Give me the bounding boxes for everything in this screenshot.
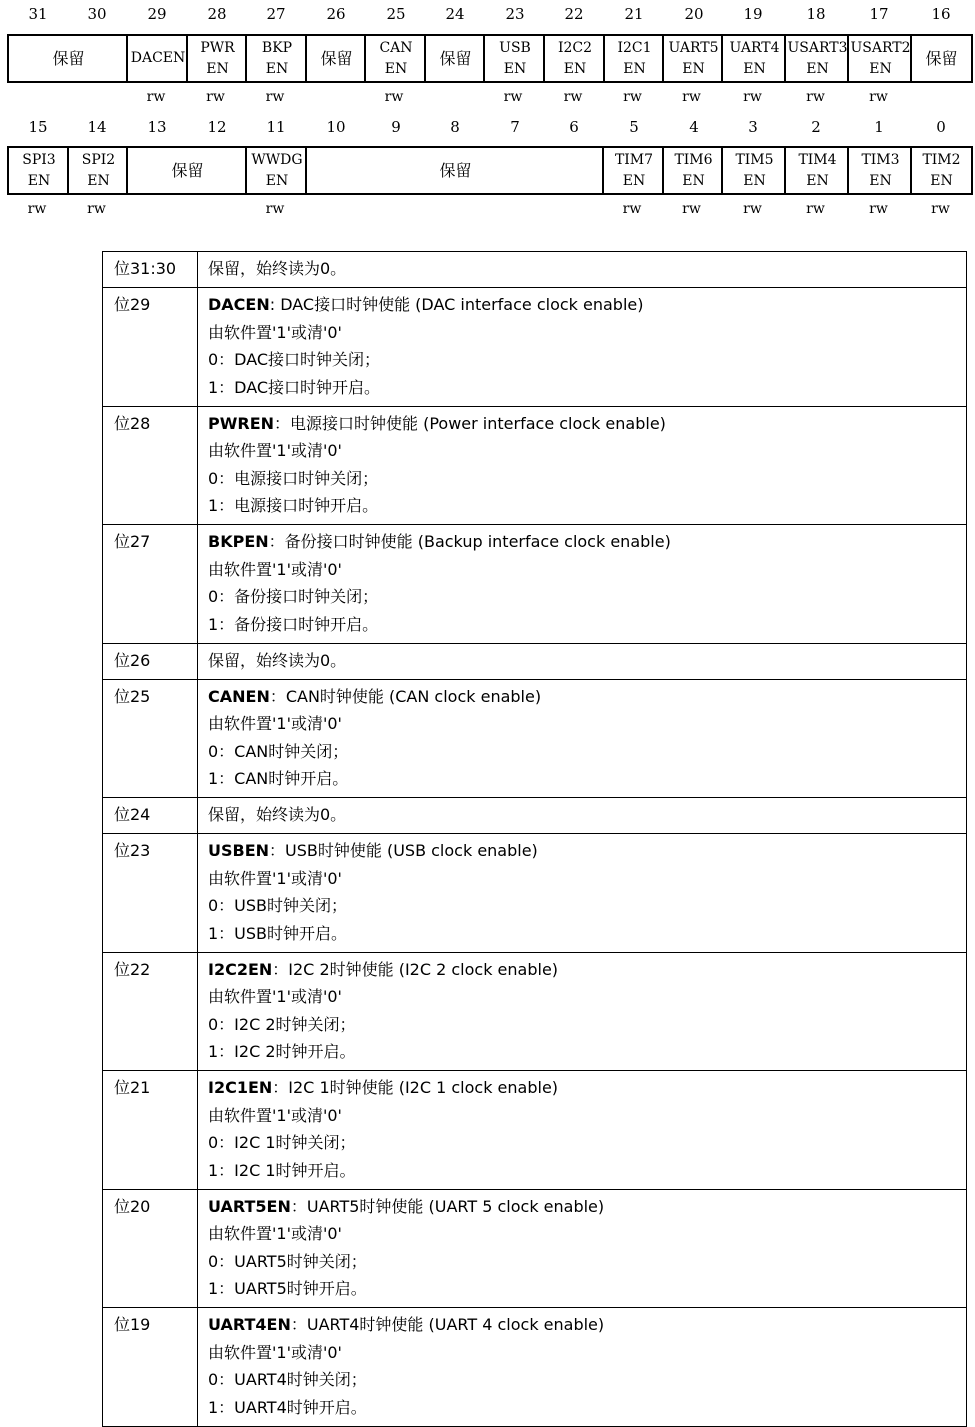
description-text: 1：UART5时钟开启。 bbox=[208, 1279, 367, 1298]
field-name: UART4 bbox=[729, 39, 780, 56]
description-text: 保留，始终读为0。 bbox=[208, 805, 347, 824]
access-type: rw bbox=[265, 89, 285, 105]
description-line bbox=[208, 1130, 966, 1158]
description-line bbox=[208, 612, 966, 643]
bit-number: 17 bbox=[869, 5, 889, 23]
description-line bbox=[208, 292, 966, 320]
bit-number: 19 bbox=[743, 5, 763, 23]
register-field bbox=[721, 34, 786, 83]
description-text: 1：UART4时钟开启。 bbox=[208, 1397, 367, 1417]
register-field bbox=[126, 146, 247, 195]
description-text: 由软件置'1'或清'0' bbox=[208, 714, 342, 733]
register-high-row bbox=[7, 34, 971, 83]
bit-label: 位22 bbox=[114, 959, 151, 979]
bit-number: 25 bbox=[386, 5, 406, 23]
table-row bbox=[103, 1071, 967, 1190]
description-text: : DAC接口时钟使能 (DAC interface clock enable) bbox=[269, 295, 644, 314]
access-type: rw bbox=[869, 201, 888, 217]
description-line bbox=[208, 557, 966, 585]
high-access-row bbox=[7, 89, 971, 109]
description-text: ：电源接口时钟使能 (Power interface clock enable) bbox=[274, 413, 666, 433]
table-row bbox=[103, 952, 967, 1071]
field-suffix: EN bbox=[384, 60, 408, 77]
register-field bbox=[662, 34, 723, 83]
register-field bbox=[847, 34, 912, 83]
bit-description bbox=[198, 798, 967, 834]
description-line bbox=[208, 1075, 966, 1103]
bit-description bbox=[198, 406, 967, 525]
access-type: rw bbox=[265, 201, 285, 217]
bit-label: 位29 bbox=[114, 295, 151, 314]
description-text: 0：UART4时钟关闭； bbox=[208, 1370, 367, 1389]
bit-number: 2 bbox=[811, 118, 821, 136]
field-suffix: EN bbox=[743, 172, 766, 189]
access-type: rw bbox=[146, 89, 166, 105]
description-text: 由软件置'1'或清'0' bbox=[208, 1342, 342, 1362]
bit-position bbox=[103, 798, 198, 834]
bit-position bbox=[103, 679, 198, 798]
description-text: 由软件置'1'或清'0' bbox=[208, 322, 342, 342]
bit-label: 位26 bbox=[114, 650, 151, 670]
description-text: 1：CAN时钟开启。 bbox=[208, 769, 349, 788]
bit-position bbox=[103, 1189, 198, 1308]
field-name-bold: UART5EN bbox=[208, 1196, 291, 1216]
description-text: 0：CAN时钟关闭； bbox=[208, 741, 349, 761]
low-access-row bbox=[7, 201, 971, 221]
high-bit-numbers bbox=[7, 5, 971, 25]
bit-number: 0 bbox=[936, 118, 946, 136]
field-name: SPI3 bbox=[22, 151, 56, 168]
description-text: 由软件置'1'或清'0' bbox=[208, 559, 342, 579]
description-text: ：UART4时钟使能 (UART 4 clock enable) bbox=[290, 1315, 605, 1334]
access-type: rw bbox=[682, 201, 701, 217]
field-name: TIM2 bbox=[922, 151, 961, 168]
field-name: CAN bbox=[379, 39, 413, 56]
description-text: 由软件置'1'或清'0' bbox=[208, 1105, 342, 1125]
register-field bbox=[305, 146, 604, 195]
bit-number: 20 bbox=[684, 5, 704, 23]
description-text: ：I2C 1时钟使能 (I2C 1 clock enable) bbox=[272, 1078, 559, 1097]
register-field bbox=[784, 146, 849, 195]
bit-number: 14 bbox=[87, 118, 107, 136]
field-name: I2C1 bbox=[617, 39, 652, 56]
description-line bbox=[208, 1395, 966, 1426]
register-field bbox=[847, 146, 912, 195]
bit-number: 4 bbox=[689, 118, 699, 136]
description-text: 0：UART5时钟关闭； bbox=[208, 1251, 367, 1271]
field-name-bold: DACEN bbox=[208, 295, 270, 314]
bit-description bbox=[198, 288, 967, 407]
bit-number: 8 bbox=[450, 118, 460, 136]
field-suffix: EN bbox=[503, 60, 527, 77]
field-suffix: EN bbox=[869, 60, 892, 77]
description-line bbox=[208, 1340, 966, 1368]
bit-label: 位27 bbox=[114, 532, 151, 551]
register-low-row bbox=[7, 146, 971, 195]
field-name: PWR bbox=[200, 39, 235, 56]
register-field bbox=[603, 34, 664, 83]
register-field bbox=[910, 146, 973, 195]
field-name: TIM6 bbox=[674, 151, 713, 168]
bit-description bbox=[198, 1071, 967, 1190]
bit-number: 27 bbox=[266, 5, 286, 23]
register-field bbox=[784, 34, 849, 83]
description-line bbox=[208, 684, 966, 712]
field-name-bold: UART4EN bbox=[208, 1315, 291, 1334]
description-line bbox=[208, 466, 966, 494]
access-type: rw bbox=[682, 89, 701, 105]
register-field bbox=[126, 34, 188, 83]
description-line bbox=[208, 1221, 966, 1249]
bit-number: 16 bbox=[931, 5, 951, 23]
description-line bbox=[208, 893, 966, 921]
register-field bbox=[602, 146, 664, 195]
bit-number: 3 bbox=[748, 118, 758, 136]
field-name: SPI2 bbox=[81, 151, 116, 168]
description-line bbox=[208, 1039, 966, 1070]
field-suffix: EN bbox=[622, 172, 646, 189]
field-name: 保留 bbox=[52, 49, 85, 68]
access-type: rw bbox=[806, 201, 825, 217]
register-field bbox=[7, 34, 128, 83]
bit-number: 13 bbox=[147, 118, 167, 136]
field-suffix: EN bbox=[206, 60, 229, 77]
description-text: 0：USB时钟关闭； bbox=[208, 896, 348, 915]
register-field bbox=[305, 34, 366, 83]
field-name: WWDG bbox=[251, 151, 303, 168]
bit-position bbox=[103, 252, 198, 288]
field-name: USART2 bbox=[850, 39, 911, 56]
register-field bbox=[483, 34, 545, 83]
field-suffix: EN bbox=[806, 60, 829, 77]
table-row bbox=[103, 679, 967, 798]
field-name: 保留 bbox=[439, 161, 472, 180]
bit-label: 位31:30 bbox=[114, 259, 177, 278]
bit-number: 6 bbox=[569, 118, 579, 136]
access-type: rw bbox=[743, 89, 762, 105]
bit-description bbox=[198, 1189, 967, 1308]
field-name-bold: I2C1EN bbox=[208, 1078, 273, 1097]
description-text: 1：DAC接口时钟开启。 bbox=[208, 377, 381, 397]
table-row bbox=[103, 406, 967, 525]
register-field bbox=[543, 34, 605, 83]
description-line bbox=[208, 529, 966, 557]
bit-number: 29 bbox=[147, 5, 167, 23]
description-text: 保留，始终读为0。 bbox=[208, 259, 347, 278]
bit-description bbox=[198, 252, 967, 288]
table-row bbox=[103, 1308, 967, 1427]
field-name: 保留 bbox=[320, 49, 353, 68]
description-line bbox=[208, 256, 966, 287]
field-name-bold: I2C2EN bbox=[208, 959, 273, 979]
description-line bbox=[208, 1158, 966, 1189]
bit-number: 30 bbox=[87, 5, 107, 23]
bit-label: 位28 bbox=[114, 413, 151, 433]
description-line bbox=[208, 584, 966, 612]
description-text: 保留，始终读为0。 bbox=[208, 650, 347, 670]
bit-position bbox=[103, 1308, 198, 1427]
bit-number: 10 bbox=[326, 118, 346, 136]
description-line bbox=[208, 766, 966, 797]
register-field bbox=[7, 146, 69, 195]
description-line bbox=[208, 838, 966, 866]
bit-number: 5 bbox=[629, 118, 639, 136]
description-line bbox=[208, 711, 966, 739]
field-name: UART5 bbox=[668, 39, 719, 56]
description-text: ：UART5时钟使能 (UART 5 clock enable) bbox=[290, 1196, 605, 1216]
access-type: rw bbox=[503, 89, 523, 105]
field-suffix: EN bbox=[563, 60, 587, 77]
description-line bbox=[208, 375, 966, 406]
description-line bbox=[208, 802, 966, 833]
bit-position bbox=[103, 525, 198, 644]
access-type: rw bbox=[806, 89, 825, 105]
table-row bbox=[103, 252, 967, 288]
bit-label: 位20 bbox=[114, 1196, 151, 1216]
bit-description bbox=[198, 643, 967, 679]
bit-description bbox=[198, 834, 967, 953]
bit-description bbox=[198, 525, 967, 644]
description-line bbox=[208, 1276, 966, 1307]
bit-position bbox=[103, 1071, 198, 1190]
description-line bbox=[208, 957, 966, 985]
bit-position bbox=[103, 643, 198, 679]
low-bit-numbers bbox=[7, 118, 971, 138]
description-line bbox=[208, 320, 966, 348]
field-name-bold: BKPEN bbox=[208, 532, 269, 551]
field-suffix: EN bbox=[806, 172, 829, 189]
field-suffix: EN bbox=[682, 172, 705, 189]
bit-number: 12 bbox=[207, 118, 227, 136]
table-row bbox=[103, 288, 967, 407]
register-field bbox=[721, 146, 786, 195]
description-text: 0：DAC接口时钟关闭； bbox=[208, 350, 381, 369]
description-text: 由软件置'1'或清'0' bbox=[208, 441, 342, 460]
description-line bbox=[208, 1012, 966, 1040]
table-row bbox=[103, 798, 967, 834]
field-name-bold: USBEN bbox=[208, 841, 270, 860]
access-type: rw bbox=[27, 201, 47, 217]
field-name: TIM5 bbox=[735, 151, 774, 168]
bit-number: 24 bbox=[445, 5, 465, 23]
field-suffix: EN bbox=[869, 172, 892, 189]
bit-position bbox=[103, 288, 198, 407]
field-name: TIM3 bbox=[861, 151, 900, 168]
description-text: 1：I2C 2时钟开启。 bbox=[208, 1042, 356, 1061]
bit-description-table bbox=[102, 251, 967, 1427]
field-name-bold: CANEN bbox=[208, 686, 270, 706]
bit-number: 28 bbox=[207, 5, 227, 23]
register-field bbox=[186, 34, 247, 83]
field-suffix: EN bbox=[623, 60, 646, 77]
bit-position bbox=[103, 952, 198, 1071]
description-text: 0：I2C 1时钟关闭； bbox=[208, 1133, 356, 1152]
register-field bbox=[424, 34, 485, 83]
access-type: rw bbox=[384, 89, 404, 105]
field-suffix: EN bbox=[682, 60, 705, 77]
description-text: 1：备份接口时钟开启。 bbox=[208, 614, 379, 634]
description-line bbox=[208, 739, 966, 767]
bit-label: 位19 bbox=[114, 1315, 151, 1334]
field-name: DACEN bbox=[130, 50, 186, 66]
description-text: 1：USB时钟开启。 bbox=[208, 923, 348, 943]
field-name: 保留 bbox=[171, 161, 204, 180]
description-line bbox=[208, 648, 966, 679]
table-row bbox=[103, 525, 967, 644]
bit-label: 位23 bbox=[114, 841, 151, 860]
register-field bbox=[910, 34, 973, 83]
field-name: TIM7 bbox=[614, 151, 654, 168]
bit-number: 22 bbox=[564, 5, 584, 23]
description-line bbox=[208, 493, 966, 524]
register-field bbox=[245, 146, 307, 195]
description-line bbox=[208, 1367, 966, 1395]
field-name: USB bbox=[499, 39, 531, 56]
description-text: 1：电源接口时钟开启。 bbox=[208, 496, 379, 515]
bit-number: 7 bbox=[510, 118, 520, 136]
description-text: 1：I2C 1时钟开启。 bbox=[208, 1160, 356, 1180]
field-name: BKP bbox=[261, 39, 293, 56]
access-type: rw bbox=[869, 89, 888, 105]
bit-description bbox=[198, 1308, 967, 1427]
field-name: 保留 bbox=[439, 49, 472, 68]
field-name: TIM4 bbox=[798, 151, 837, 168]
description-line bbox=[208, 984, 966, 1012]
field-name: USART3 bbox=[787, 39, 848, 56]
access-type: rw bbox=[622, 201, 642, 217]
description-line bbox=[208, 411, 966, 439]
register-field bbox=[662, 146, 723, 195]
field-name: 保留 bbox=[925, 49, 958, 68]
description-line bbox=[208, 1312, 966, 1340]
bit-number: 18 bbox=[806, 5, 826, 23]
bit-description bbox=[198, 679, 967, 798]
bit-label: 位21 bbox=[114, 1078, 151, 1097]
bit-number: 11 bbox=[266, 118, 286, 136]
description-text: ：I2C 2时钟使能 (I2C 2 clock enable) bbox=[272, 959, 559, 979]
description-line bbox=[208, 347, 966, 375]
description-text: 由软件置'1'或清'0' bbox=[208, 868, 342, 888]
access-type: rw bbox=[743, 201, 762, 217]
access-type: rw bbox=[563, 89, 583, 105]
register-field bbox=[245, 34, 307, 83]
table-row bbox=[103, 643, 967, 679]
description-text: ：USB时钟使能 (USB clock enable) bbox=[269, 841, 538, 860]
bit-label: 位25 bbox=[114, 686, 151, 706]
bit-number: 31 bbox=[28, 5, 48, 23]
access-type: rw bbox=[87, 201, 106, 217]
description-line bbox=[208, 1249, 966, 1277]
table-row bbox=[103, 834, 967, 953]
register-field bbox=[364, 34, 426, 83]
description-line bbox=[208, 866, 966, 894]
bit-number: 1 bbox=[874, 118, 884, 136]
field-suffix: EN bbox=[930, 172, 953, 189]
description-line bbox=[208, 921, 966, 952]
bit-position bbox=[103, 834, 198, 953]
bit-number: 21 bbox=[624, 5, 644, 23]
description-line bbox=[208, 1194, 966, 1222]
field-suffix: EN bbox=[87, 172, 110, 189]
bit-number: 26 bbox=[326, 5, 346, 23]
bit-number: 23 bbox=[505, 5, 525, 23]
bit-position bbox=[103, 406, 198, 525]
bit-number: 9 bbox=[391, 118, 401, 136]
bit-description bbox=[198, 952, 967, 1071]
field-suffix: EN bbox=[743, 60, 766, 77]
description-text: 由软件置'1'或清'0' bbox=[208, 1224, 342, 1243]
field-suffix: EN bbox=[265, 60, 289, 77]
access-type: rw bbox=[206, 89, 225, 105]
description-text: ：CAN时钟使能 (CAN clock enable) bbox=[269, 686, 542, 706]
description-text: 0：备份接口时钟关闭； bbox=[208, 587, 379, 606]
description-text: ：备份接口时钟使能 (Backup interface clock enable) bbox=[268, 532, 671, 551]
field-name: I2C2 bbox=[557, 39, 593, 56]
table-row bbox=[103, 1189, 967, 1308]
description-text: 0：电源接口时钟关闭； bbox=[208, 468, 379, 488]
description-text: 0：I2C 2时钟关闭； bbox=[208, 1014, 356, 1034]
description-text: 由软件置'1'或清'0' bbox=[208, 987, 342, 1006]
access-type: rw bbox=[623, 89, 642, 105]
description-line bbox=[208, 438, 966, 466]
description-line bbox=[208, 1103, 966, 1131]
register-field bbox=[67, 146, 128, 195]
bit-label: 位24 bbox=[114, 805, 151, 824]
field-suffix: EN bbox=[27, 172, 51, 189]
field-suffix: EN bbox=[265, 172, 289, 189]
field-name-bold: PWREN bbox=[208, 413, 275, 433]
access-type: rw bbox=[931, 201, 950, 217]
bit-number: 15 bbox=[28, 118, 48, 136]
